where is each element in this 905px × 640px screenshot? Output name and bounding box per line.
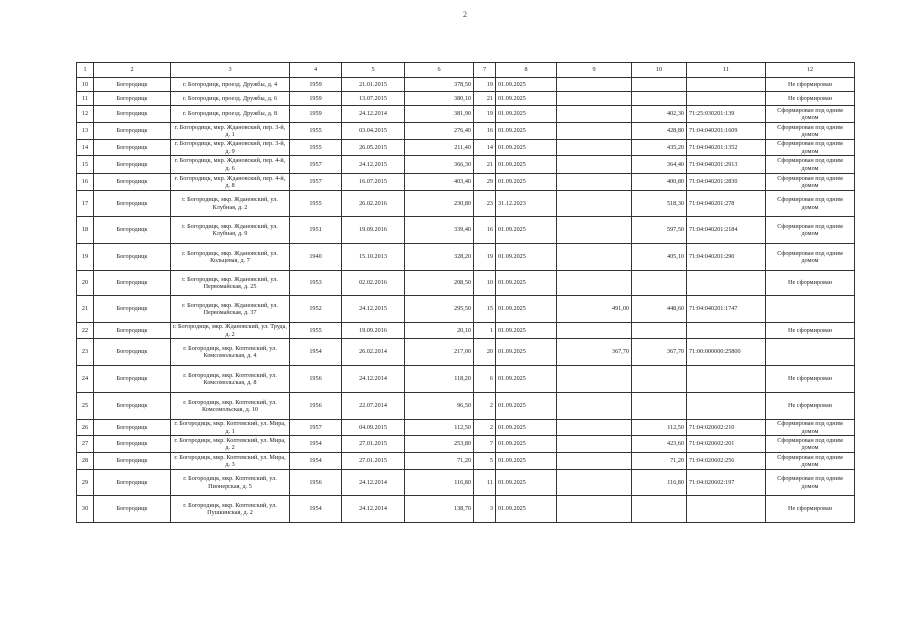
table-row: [77, 393, 855, 420]
build-year-cell: 1955: [290, 323, 342, 339]
table-row: [77, 420, 855, 436]
status-cell: Сформирован под одним домом: [766, 470, 855, 496]
column-9-cell: [557, 174, 632, 191]
row-number-cell: 20: [77, 271, 94, 296]
count-cell: 19: [474, 78, 496, 92]
start-date-cell: 01.09.2025: [496, 366, 557, 393]
column-9-cell: [557, 191, 632, 217]
header-cell: 8: [496, 63, 557, 78]
land-area-cell: 367,70: [632, 339, 687, 366]
address-cell: г. Богородицк, мкр. Ждановский, пер. 4-й, д. 6: [171, 156, 290, 174]
count-cell: 20: [474, 339, 496, 366]
count-cell: 2: [474, 420, 496, 436]
date-cell: 22.07.2014: [342, 393, 405, 420]
date-cell: 21.01.2015: [342, 78, 405, 92]
row-number-cell: 29: [77, 470, 94, 496]
locality-cell: Богородицк: [94, 436, 171, 453]
column-9-cell: 491,00: [557, 296, 632, 323]
cadastral-number-cell: 71:04:040201:2184: [687, 217, 766, 244]
header-cell: 9: [557, 63, 632, 78]
build-year-cell: 1956: [290, 366, 342, 393]
area-cell: 378,50: [405, 78, 474, 92]
land-area-cell: 400,80: [632, 174, 687, 191]
address-cell: г. Богородицк, мкр. Ждановский, пер. 3-й, д. 1: [171, 123, 290, 140]
cadastral-number-cell: [687, 78, 766, 92]
table-row: [77, 92, 855, 106]
start-date-cell: 01.09.2025: [496, 123, 557, 140]
table-row: [77, 323, 855, 339]
row-number-cell: 28: [77, 453, 94, 470]
row-number-cell: 25: [77, 393, 94, 420]
column-9-cell: [557, 436, 632, 453]
locality-cell: Богородицк: [94, 296, 171, 323]
build-year-cell: 1955: [290, 140, 342, 156]
address-cell: г. Богородицк, проезд. Дружбы, д. 8: [171, 106, 290, 123]
cadastral-number-cell: [687, 393, 766, 420]
build-year-cell: 1952: [290, 296, 342, 323]
row-number-cell: 30: [77, 496, 94, 523]
start-date-cell: 01.09.2025: [496, 156, 557, 174]
table-row: [77, 191, 855, 217]
start-date-cell: 01.09.2025: [496, 217, 557, 244]
status-cell: Сформирован под одним домом: [766, 436, 855, 453]
cadastral-number-cell: 71:04:040201:2830: [687, 174, 766, 191]
column-9-cell: [557, 92, 632, 106]
start-date-cell: 01.09.2025: [496, 339, 557, 366]
row-number-cell: 16: [77, 174, 94, 191]
date-cell: 13.07.2015: [342, 92, 405, 106]
column-9-cell: [557, 123, 632, 140]
status-cell: [766, 296, 855, 323]
land-area-cell: 448,60: [632, 296, 687, 323]
area-cell: 276,40: [405, 123, 474, 140]
land-area-cell: 71,20: [632, 453, 687, 470]
count-cell: 14: [474, 140, 496, 156]
status-cell: Сформирован под одним домом: [766, 106, 855, 123]
locality-cell: Богородицк: [94, 366, 171, 393]
area-cell: 295,50: [405, 296, 474, 323]
land-area-cell: 402,30: [632, 106, 687, 123]
locality-cell: Богородицк: [94, 496, 171, 523]
page-number: 2: [463, 10, 467, 19]
column-9-cell: [557, 393, 632, 420]
status-cell: Не сформирован: [766, 496, 855, 523]
area-cell: 403,40: [405, 174, 474, 191]
row-number-cell: 10: [77, 78, 94, 92]
start-date-cell: 31.12.2023: [496, 191, 557, 217]
row-number-cell: 23: [77, 339, 94, 366]
row-number-cell: 26: [77, 420, 94, 436]
housing-registry-table: [76, 62, 855, 523]
table-row: [77, 123, 855, 140]
land-area-cell: 423,60: [632, 436, 687, 453]
start-date-cell: 01.09.2025: [496, 78, 557, 92]
area-cell: 208,50: [405, 271, 474, 296]
row-number-cell: 12: [77, 106, 94, 123]
date-cell: 04.09.2015: [342, 420, 405, 436]
header-cell: 3: [171, 63, 290, 78]
column-9-cell: [557, 140, 632, 156]
date-cell: 24.12.2015: [342, 156, 405, 174]
column-9-cell: [557, 271, 632, 296]
status-cell: Сформирован под одним домом: [766, 217, 855, 244]
start-date-cell: 01.09.2025: [496, 174, 557, 191]
status-cell: Сформирован под одним домом: [766, 420, 855, 436]
build-year-cell: 1954: [290, 436, 342, 453]
build-year-cell: 1954: [290, 496, 342, 523]
row-number-cell: 21: [77, 296, 94, 323]
column-9-cell: [557, 453, 632, 470]
column-9-cell: [557, 217, 632, 244]
header-cell: 12: [766, 63, 855, 78]
table-row: [77, 106, 855, 123]
land-area-cell: 364,40: [632, 156, 687, 174]
count-cell: 21: [474, 92, 496, 106]
status-cell: Не сформирован: [766, 92, 855, 106]
start-date-cell: 01.09.2025: [496, 92, 557, 106]
land-area-cell: 405,10: [632, 244, 687, 271]
locality-cell: Богородицк: [94, 140, 171, 156]
table-row: [77, 78, 855, 92]
count-cell: 29: [474, 174, 496, 191]
column-9-cell: 367,70: [557, 339, 632, 366]
locality-cell: Богородицк: [94, 106, 171, 123]
column-9-cell: [557, 366, 632, 393]
start-date-cell: 01.09.2025: [496, 470, 557, 496]
locality-cell: Богородицк: [94, 123, 171, 140]
count-cell: 3: [474, 496, 496, 523]
status-cell: Сформирован под одним домом: [766, 156, 855, 174]
date-cell: 19.09.2016: [342, 323, 405, 339]
status-cell: Не сформирован: [766, 393, 855, 420]
area-cell: 380,10: [405, 92, 474, 106]
build-year-cell: 1956: [290, 470, 342, 496]
cadastral-number-cell: [687, 271, 766, 296]
area-cell: 211,40: [405, 140, 474, 156]
area-cell: 96,50: [405, 393, 474, 420]
status-cell: Сформирован под одним домом: [766, 174, 855, 191]
build-year-cell: 1954: [290, 339, 342, 366]
table-row: [77, 174, 855, 191]
table-row: [77, 366, 855, 393]
area-cell: 253,80: [405, 436, 474, 453]
land-area-cell: [632, 92, 687, 106]
header-cell: 5: [342, 63, 405, 78]
build-year-cell: 1959: [290, 92, 342, 106]
count-cell: 10: [474, 271, 496, 296]
date-cell: 19.09.2016: [342, 217, 405, 244]
build-year-cell: 1957: [290, 420, 342, 436]
build-year-cell: 1954: [290, 453, 342, 470]
column-9-cell: [557, 78, 632, 92]
start-date-cell: 01.09.2025: [496, 323, 557, 339]
table-row: [77, 470, 855, 496]
land-area-cell: 518,30: [632, 191, 687, 217]
land-area-cell: 597,50: [632, 217, 687, 244]
date-cell: 26.02.2014: [342, 339, 405, 366]
date-cell: 02.02.2016: [342, 271, 405, 296]
date-cell: 26.02.2016: [342, 191, 405, 217]
cadastral-number-cell: 71:04:040201:278: [687, 191, 766, 217]
land-area-cell: 112,50: [632, 420, 687, 436]
cadastral-number-cell: 71:04:040201:2913: [687, 156, 766, 174]
cadastral-number-cell: [687, 366, 766, 393]
date-cell: 15.10.2013: [342, 244, 405, 271]
status-cell: Сформирован под одним домом: [766, 191, 855, 217]
land-area-cell: [632, 323, 687, 339]
table-row: [77, 453, 855, 470]
area-cell: 366,30: [405, 156, 474, 174]
row-number-cell: 24: [77, 366, 94, 393]
area-cell: 230,80: [405, 191, 474, 217]
address-cell: г. Богородицк, мкр. Ждановский, пер. 4-й, д. 8: [171, 174, 290, 191]
address-cell: г. Богородицк, мкр. Коптевский, ул. Мира, д. 2: [171, 436, 290, 453]
row-number-cell: 13: [77, 123, 94, 140]
date-cell: 27.01.2015: [342, 436, 405, 453]
build-year-cell: 1955: [290, 123, 342, 140]
build-year-cell: 1940: [290, 244, 342, 271]
column-9-cell: [557, 106, 632, 123]
land-area-cell: 116,80: [632, 470, 687, 496]
locality-cell: Богородицк: [94, 217, 171, 244]
area-cell: 339,40: [405, 217, 474, 244]
status-cell: Сформирован под одним домом: [766, 140, 855, 156]
address-cell: г. Богородицк, мкр. Ждановский, ул. Клубная, д. 9: [171, 217, 290, 244]
locality-cell: Богородицк: [94, 156, 171, 174]
status-cell: Не сформирован: [766, 366, 855, 393]
start-date-cell: 01.09.2025: [496, 453, 557, 470]
date-cell: 16.07.2015: [342, 174, 405, 191]
build-year-cell: 1957: [290, 156, 342, 174]
land-area-cell: 428,80: [632, 123, 687, 140]
column-9-cell: [557, 470, 632, 496]
column-9-cell: [557, 156, 632, 174]
start-date-cell: 01.09.2025: [496, 244, 557, 271]
count-cell: 15: [474, 296, 496, 323]
status-cell: Сформирован под одним домом: [766, 123, 855, 140]
land-area-cell: [632, 496, 687, 523]
address-cell: г. Богородицк, мкр. Ждановский, ул. Клубная, д. 2: [171, 191, 290, 217]
table-row: [77, 296, 855, 323]
build-year-cell: 1959: [290, 78, 342, 92]
address-cell: г. Богородицк, мкр. Ждановский, пер. 3-й, д. 9: [171, 140, 290, 156]
address-cell: г. Богородицк, мкр. Ждановский, ул. Кольцевая, д. 7: [171, 244, 290, 271]
count-cell: 6: [474, 366, 496, 393]
address-cell: г. Богородицк, мкр. Коптевский, ул. Мира, д. 1: [171, 420, 290, 436]
column-9-cell: [557, 496, 632, 523]
start-date-cell: 01.09.2025: [496, 496, 557, 523]
date-cell: 27.01.2015: [342, 453, 405, 470]
status-cell: Не сформирован: [766, 323, 855, 339]
address-cell: г. Богородицк, мкр. Ждановский, ул. Труда, д. 2: [171, 323, 290, 339]
cadastral-number-cell: 71:25:030201:139: [687, 106, 766, 123]
row-number-cell: 18: [77, 217, 94, 244]
row-number-cell: 15: [77, 156, 94, 174]
land-area-cell: [632, 271, 687, 296]
row-number-cell: 22: [77, 323, 94, 339]
cadastral-number-cell: 71:04:040201:1747: [687, 296, 766, 323]
cadastral-number-cell: 71:04:040201:290: [687, 244, 766, 271]
address-cell: г. Богородицк, проезд. Дружбы, д. 4: [171, 78, 290, 92]
table-row: [77, 271, 855, 296]
count-cell: 2: [474, 393, 496, 420]
locality-cell: Богородицк: [94, 323, 171, 339]
count-cell: 19: [474, 244, 496, 271]
table-row: [77, 244, 855, 271]
count-cell: 16: [474, 217, 496, 244]
date-cell: 24.12.2014: [342, 496, 405, 523]
count-cell: 11: [474, 470, 496, 496]
cadastral-number-cell: 71:04:020602:197: [687, 470, 766, 496]
header-cell: 10: [632, 63, 687, 78]
start-date-cell: 01.09.2025: [496, 420, 557, 436]
area-cell: 381,90: [405, 106, 474, 123]
row-number-cell: 17: [77, 191, 94, 217]
date-cell: 03.04.2015: [342, 123, 405, 140]
column-9-cell: [557, 323, 632, 339]
header-cell: 6: [405, 63, 474, 78]
start-date-cell: 01.09.2025: [496, 271, 557, 296]
start-date-cell: 01.09.2025: [496, 106, 557, 123]
address-cell: г. Богородицк, мкр. Коптевский, ул. Пионерская, д. 5: [171, 470, 290, 496]
locality-cell: Богородицк: [94, 339, 171, 366]
locality-cell: Богородицк: [94, 470, 171, 496]
address-cell: г. Богородицк, мкр. Коптевский, ул. Пушкинская, д. 2: [171, 496, 290, 523]
table-row: [77, 496, 855, 523]
build-year-cell: 1955: [290, 191, 342, 217]
cadastral-number-cell: 71:04:040201:1352: [687, 140, 766, 156]
area-cell: 71,20: [405, 453, 474, 470]
table-row: [77, 436, 855, 453]
area-cell: 138,70: [405, 496, 474, 523]
status-cell: [766, 339, 855, 366]
count-cell: 7: [474, 436, 496, 453]
cadastral-number-cell: 71:04:020602:210: [687, 420, 766, 436]
row-number-cell: 19: [77, 244, 94, 271]
land-area-cell: [632, 366, 687, 393]
build-year-cell: 1951: [290, 217, 342, 244]
locality-cell: Богородицк: [94, 191, 171, 217]
area-cell: 116,80: [405, 470, 474, 496]
locality-cell: Богородицк: [94, 420, 171, 436]
row-number-cell: 27: [77, 436, 94, 453]
count-cell: 19: [474, 106, 496, 123]
locality-cell: Богородицк: [94, 244, 171, 271]
count-cell: 5: [474, 453, 496, 470]
address-cell: г. Богородицк, мкр. Ждановский, ул. Первомайская, д. 37: [171, 296, 290, 323]
status-cell: Сформирован под одним домом: [766, 244, 855, 271]
count-cell: 21: [474, 156, 496, 174]
status-cell: Не сформирован: [766, 78, 855, 92]
start-date-cell: 01.09.2025: [496, 436, 557, 453]
cadastral-number-cell: [687, 496, 766, 523]
cadastral-number-cell: 71:04:020602:256: [687, 453, 766, 470]
cadastral-number-cell: [687, 323, 766, 339]
table-row: [77, 339, 855, 366]
table-row: [77, 217, 855, 244]
header-cell: 2: [94, 63, 171, 78]
build-year-cell: 1956: [290, 393, 342, 420]
locality-cell: Богородицк: [94, 271, 171, 296]
date-cell: 24.12.2014: [342, 106, 405, 123]
cadastral-number-cell: 71:04:040201:1609: [687, 123, 766, 140]
address-cell: г. Богородицк, проезд. Дружбы, д. 6: [171, 92, 290, 106]
date-cell: 24.12.2014: [342, 470, 405, 496]
cadastral-number-cell: 71:00:000000:25800: [687, 339, 766, 366]
status-cell: Сформирован под одним домом: [766, 453, 855, 470]
address-cell: г. Богородицк, мкр. Коптевский, ул. Комсомольская, д. 4: [171, 339, 290, 366]
date-cell: 24.12.2015: [342, 296, 405, 323]
locality-cell: Богородицк: [94, 92, 171, 106]
land-area-cell: 435,20: [632, 140, 687, 156]
address-cell: г. Богородицк, мкр. Коптевский, ул. Комсомольская, д. 10: [171, 393, 290, 420]
status-cell: Не сформирован: [766, 271, 855, 296]
header-cell: 7: [474, 63, 496, 78]
locality-cell: Богородицк: [94, 453, 171, 470]
address-cell: г. Богородицк, мкр. Коптевский, ул. Комсомольская, д. 8: [171, 366, 290, 393]
build-year-cell: 1953: [290, 271, 342, 296]
header-cell: 11: [687, 63, 766, 78]
table-row: [77, 156, 855, 174]
date-cell: 26.05.2015: [342, 140, 405, 156]
locality-cell: Богородицк: [94, 78, 171, 92]
header-cell: 1: [77, 63, 94, 78]
date-cell: 24.12.2014: [342, 366, 405, 393]
table-row: [77, 140, 855, 156]
cadastral-number-cell: [687, 92, 766, 106]
header-cell: 4: [290, 63, 342, 78]
count-cell: 23: [474, 191, 496, 217]
area-cell: 118,20: [405, 366, 474, 393]
build-year-cell: 1957: [290, 174, 342, 191]
column-9-cell: [557, 420, 632, 436]
build-year-cell: 1959: [290, 106, 342, 123]
land-area-cell: [632, 78, 687, 92]
start-date-cell: 01.09.2025: [496, 140, 557, 156]
cadastral-number-cell: 71:04:020602:201: [687, 436, 766, 453]
row-number-cell: 11: [77, 92, 94, 106]
locality-cell: Богородицк: [94, 174, 171, 191]
locality-cell: Богородицк: [94, 393, 171, 420]
land-area-cell: [632, 393, 687, 420]
area-cell: 328,20: [405, 244, 474, 271]
start-date-cell: 01.09.2025: [496, 393, 557, 420]
table-body: [77, 63, 855, 523]
count-cell: 16: [474, 123, 496, 140]
start-date-cell: 01.09.2025: [496, 296, 557, 323]
address-cell: г. Богородицк, мкр. Коптевский, ул. Мира, д. 3: [171, 453, 290, 470]
column-9-cell: [557, 244, 632, 271]
area-cell: 217,00: [405, 339, 474, 366]
area-cell: 112,50: [405, 420, 474, 436]
address-cell: г. Богородицк, мкр. Ждановский, ул. Первомайская, д. 25: [171, 271, 290, 296]
count-cell: 1: [474, 323, 496, 339]
area-cell: 20,10: [405, 323, 474, 339]
column-number-header: [77, 63, 855, 78]
row-number-cell: 14: [77, 140, 94, 156]
